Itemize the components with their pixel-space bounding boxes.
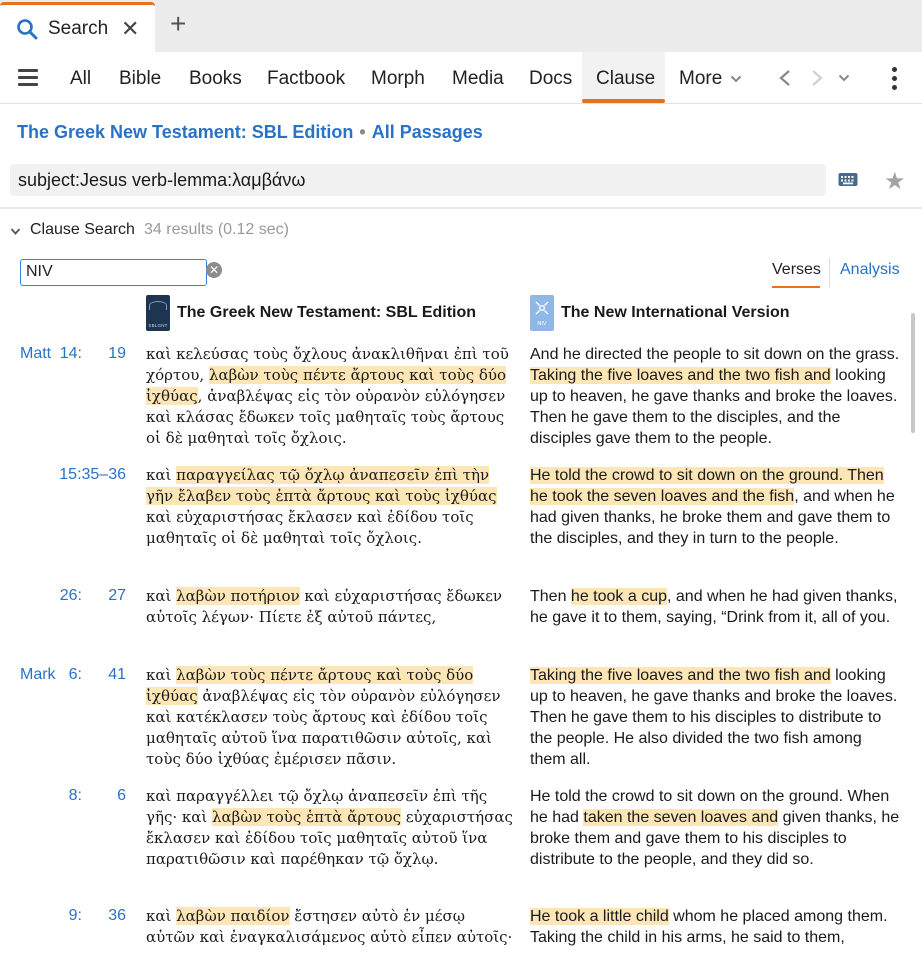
nav-item-factbook[interactable]: Factbook [267,68,346,89]
english-text [530,906,900,948]
chevron-down-icon[interactable] [10,227,21,236]
resource-link[interactable]: The Greek New Testament: SBL Edition [17,122,354,142]
text-segment: And he directed the people to sit down on the grass. [530,346,900,363]
text-segment: καὶ εὐχαριστήσας ἔδωκεν αὐτοῖς λέγων· Πίετε ἐξ αὐτοῦ πάντες, [146,587,502,626]
text-segment: Then [530,588,571,605]
chevron-down-icon[interactable] [838,73,850,83]
results-list [0,341,905,971]
highlighted-phrase: λαβὼν ποτήριον [176,587,300,605]
text-segment: καὶ [146,907,177,925]
reference-verse[interactable]: 27 [108,587,126,604]
breadcrumb [17,122,483,143]
reference-chapter[interactable]: 8: [68,787,82,804]
breadcrumb-separator: • [359,122,366,142]
chevron-right-icon[interactable] [810,69,824,87]
highlighted-phrase: Taking the five loaves and the two fish and [530,367,831,384]
keyboard-icon[interactable] [838,172,858,188]
search-type-nav [0,52,922,104]
reference-chapter[interactable]: 26: [59,587,82,604]
text-segment: He told the crowd to sit down on the ground. When he had [530,788,890,826]
text-segment: given thanks, he broke them and gave them to his disciples to distribute to the people, and they did so. [530,809,900,868]
text-segment: καὶ [146,666,177,684]
nav-item-clause[interactable]: Clause [596,68,656,89]
reference-verse[interactable]: 19 [108,345,126,362]
english-column-header [530,295,790,331]
greek-text [146,465,516,549]
results-scrollbar[interactable] [911,313,915,433]
highlighted-phrase: λαβὼν παιδίον [176,907,290,925]
text-segment: looking up to heaven, he gave thanks and broke the loaves. Then he gave them to the disciples, and the disciples gave them to the people. [530,367,898,447]
scope-link[interactable]: All Passages [371,122,483,142]
text-segment: , ἀναβλέψας εἰς τὸν οὐρανὸν εὐλόγησεν καὶ κλάσας ἔδωκεν τοῖς μαθηταῖς τοὺς ἄρτους οἱ δὲ μαθηταὶ τοῖς ὄχλοις. [146,387,506,447]
text-segment: looking up to heaven, he gave thanks and broke the loaves. Then he gave them to his disciples to distribute to the people. He also divided the two fish among them all. [530,667,898,768]
reference-chapter[interactable]: 14: [59,345,82,362]
greek-text [146,906,516,948]
highlighted-phrase: he took a cup [570,588,667,605]
search-icon [16,18,38,40]
highlighted-phrase: παραγγείλας τῷ ὄχλῳ ἀναπεσεῖν ἐπὶ τὴν γῆν ἔλαβεν τοὺς ἑπτὰ ἄρτους καὶ τοὺς ἰχθύας [146,466,497,505]
text-segment: ἔστησεν αὐτὸ ἐν μέσῳ αὐτῶν καὶ ἐναγκαλισάμενος αὐτὸ εἶπεν αὐτοῖς· [146,907,513,946]
new-tab-button[interactable]: + [170,8,187,39]
chevron-left-icon[interactable] [778,69,792,87]
close-icon[interactable]: ✕ [121,16,140,41]
text-segment: καὶ παραγγέλλει τῷ ὄχλῳ ἀναπεσεῖν ἐπὶ τῆς γῆς· καὶ [146,787,488,826]
text-segment: εὐχαριστήσας ἔκλασεν καὶ ἐδίδου τοῖς μαθηταῖς αὐτοῦ ἵνα παρατιθῶσιν καὶ παρέθηκαν τῷ ὄχλῳ. [146,808,513,868]
english-column-title: The New International Version [561,304,790,321]
menu-icon[interactable] [18,69,38,86]
text-segment: , and when he had given thanks, he gave it to them, saying, “Drink from it, all of you. [530,588,898,626]
greek-text [146,786,516,870]
view-tab-analysis[interactable]: Analysis [840,261,900,278]
tab-search[interactable] [0,2,155,52]
highlighted-phrase: λαβὼν τοὺς πέντε ἄρτους καὶ τοὺς δύο ἰχθύας [146,666,474,705]
nav-item-bible[interactable]: Bible [119,68,162,89]
tab-label: Search [48,18,109,39]
more-options-icon[interactable] [892,67,898,94]
highlighted-phrase: λαβὼν τοὺς πέντε ἄρτους καὶ τοὺς δύο ἰχθύας [146,366,507,405]
greek-column-header [146,295,476,331]
nav-item-docs[interactable]: Docs [529,68,573,89]
version-filter-input[interactable]: NIV [20,259,207,286]
reference-book[interactable]: Mark [20,666,56,683]
reference-chapter[interactable]: 9: [68,907,82,924]
reference-verse[interactable]: 41 [108,666,126,683]
highlighted-phrase: Taking the five loaves and the two fish and [530,667,831,684]
text-segment: καὶ [146,587,177,605]
niv-book-icon: NIV [530,295,554,331]
reference-book[interactable]: Matt [20,345,52,362]
view-tab-indicator [772,286,820,288]
nav-item-morph[interactable]: Morph [371,68,425,89]
view-tab-divider [829,258,830,288]
more-label: More [679,68,723,89]
search-input[interactable]: subject:Jesus verb-lemma:λαμβάνω [10,164,826,196]
text-segment: whom he placed among them. Taking the child in his arms, he said to them, [530,908,888,946]
nav-item-media[interactable]: Media [452,68,504,89]
view-tab-verses[interactable]: Verses [772,261,821,278]
text-segment: ἀναβλέψας εἰς τὸν οὐρανὸν εὐλόγησεν καὶ κατέκλασεν τοὺς ἄρτους καὶ ἐδίδου τοῖς μαθηταῖς αὐτοῦ ἵνα παρατιθῶσιν αὐτοῖς, καὶ τοὺς δύο ἰχθύας ἐμέρισεν πᾶσιν. [146,687,501,768]
sblgnt-book-icon: SBLGNT [146,295,170,331]
nav-item-more[interactable] [679,68,742,90]
active-tab-indicator [582,99,665,103]
english-text [530,665,900,770]
greek-column-title: The Greek New Testament: SBL Edition [177,304,477,321]
highlighted-phrase: taken the seven loaves and [583,809,779,826]
text-segment: καὶ κελεύσας τοὺς ὄχλους ἀνακλιθῆναι ἐπὶ τοῦ χόρτου, [146,345,509,384]
reference-verse[interactable]: 36 [108,907,126,924]
results-section-title[interactable]: Clause Search [30,221,135,238]
text-segment: , and when he had given thanks, he broke them and gave them to the disciples, and they in turn to the people. [530,488,895,547]
results-count: 34 results (0.12 sec) [144,221,289,238]
clear-icon[interactable]: ✕ [206,262,222,278]
reference-chapter[interactable]: 15:35–36 [59,466,126,483]
chevron-down-icon [730,74,742,84]
tab-strip [0,0,922,52]
star-icon[interactable]: ★ [884,168,906,195]
english-text [530,344,900,449]
english-text [530,586,900,628]
greek-text [146,586,516,628]
reference-chapter[interactable]: 6: [68,666,82,683]
highlighted-phrase: λαβὼν τοὺς ἑπτὰ ἄρτους [212,808,401,826]
nav-item-all[interactable]: All [70,68,92,89]
greek-text [146,344,516,449]
nav-item-books[interactable]: Books [189,68,242,89]
text-segment: καὶ [146,466,177,484]
english-text [530,786,900,870]
highlighted-phrase: He told the crowd to sit down on the ground. Then he took the seven loaves and the fish [530,467,884,505]
english-text [530,465,900,549]
text-segment: καὶ εὐχαριστήσας ἔκλασεν καὶ ἐδίδου τοῖς μαθηταῖς οἱ δὲ μαθηταὶ τοῖς ὄχλοις. [146,508,474,547]
header-divider [0,207,922,209]
highlighted-phrase: He took a little child [530,908,669,925]
greek-text [146,665,516,770]
reference-verse[interactable]: 6 [117,787,126,804]
